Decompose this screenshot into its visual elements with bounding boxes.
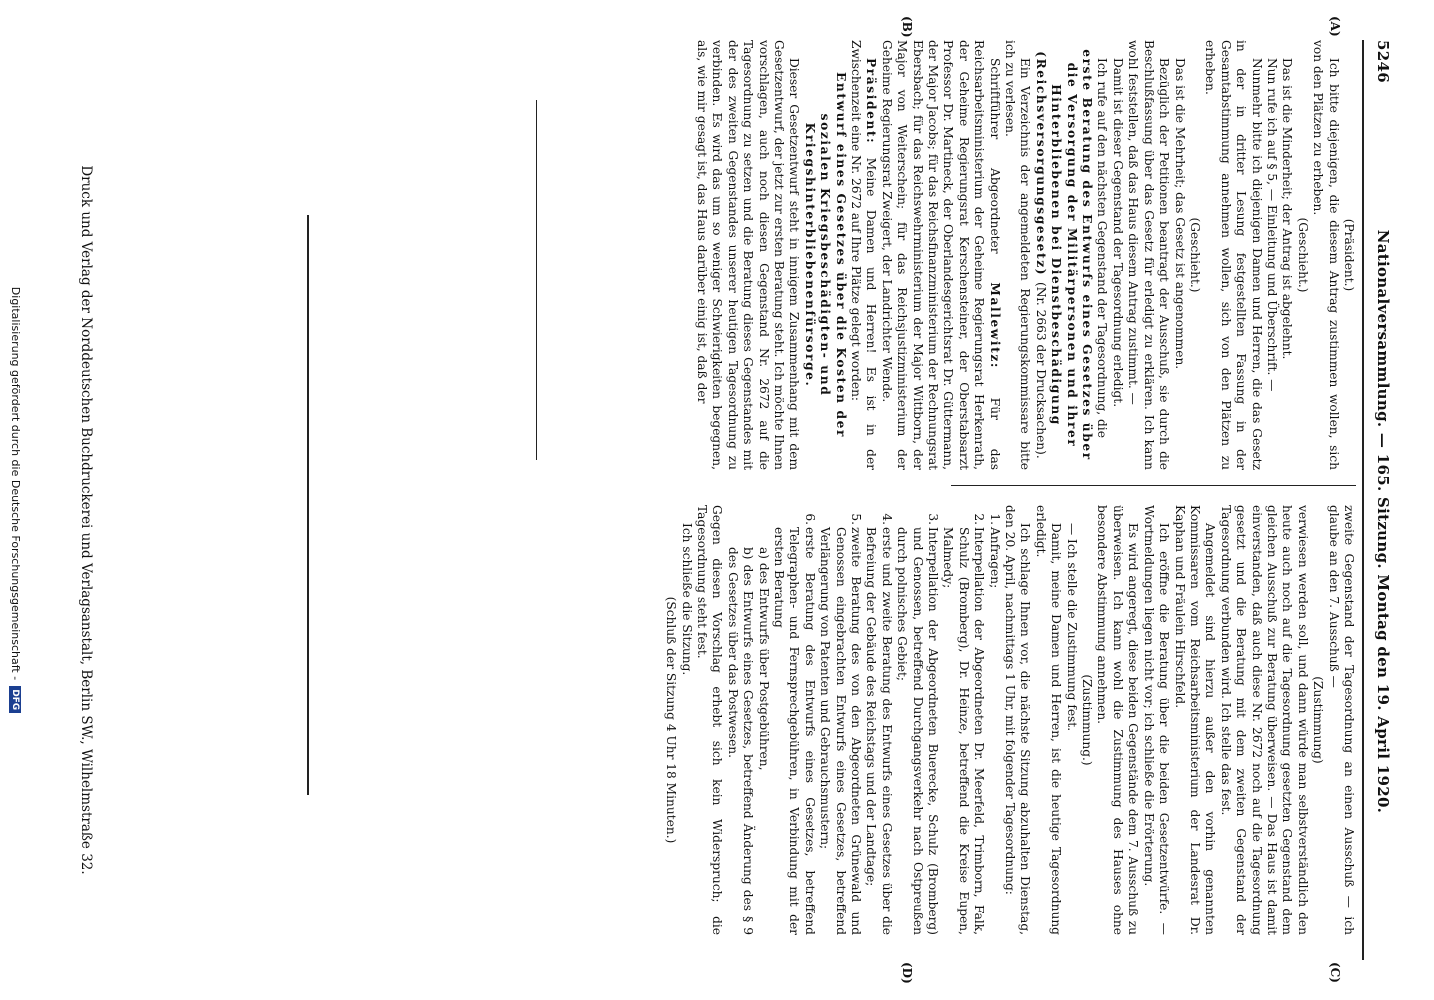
agenda-item-number: 1. xyxy=(987,513,1002,525)
reaction: (Zustimmung) xyxy=(1311,676,1326,764)
closing-note: (Schluß der Sitzung 4 Uhr 18 Minuten.) xyxy=(664,596,679,844)
agenda-item xyxy=(724,513,817,935)
left-column xyxy=(694,40,1356,470)
agenda-sublist xyxy=(724,527,770,935)
paragraph: Es wird angeregt, diese beiden Gegenstände dem 7. Ausschuß zu überweisen. Ich kann wohl die Zustimmung des Hauses ohne besondere Abstimmung annehmen. xyxy=(1095,505,1141,935)
secretary-name: Mallewitz: xyxy=(987,282,1002,369)
secretary-intro: Schriftführer Abgeordneter xyxy=(987,58,1002,254)
secretary-paragraph xyxy=(878,40,1001,470)
agenda-item-number: 5. xyxy=(849,513,863,525)
agenda-heading xyxy=(1032,40,1094,470)
paragraph: Ich schlage Ihnen vor, die nächste Sitzung abzuhalten Dienstag, den 20. April, nachmittags 1 Uhr, mit folgender Tagesordnung: xyxy=(1003,505,1033,935)
paragraph: Das ist die Minderheit; der Antrag ist abgelehnt. xyxy=(1280,58,1295,360)
bill-heading: Entwurf eines Gesetzes über die Kosten der sozialen Kriegsbeschädigten- und Kriegshinterbliebenenfürsorge. xyxy=(802,72,848,438)
agenda-item-text: Interpellation der Abgeordneten Buerecke, Schulz (Bromberg) und Genossen, betreffend Durchgangsverkehr nach Ostpreußen durch polnisches Gebiet; xyxy=(895,527,941,935)
header-rule xyxy=(1362,40,1364,960)
paragraph: Damit ist dieser Gegenstand der Tagesordnung erledigt. xyxy=(1110,58,1125,408)
margin-marker-b: (B) xyxy=(900,16,914,38)
agenda-item xyxy=(986,513,1002,935)
speaker-label: (Präsident.) xyxy=(1342,218,1356,292)
digitization-credit xyxy=(9,0,22,1000)
paragraph: Gegen diesen Vorschlag erhebt sich kein Widerspruch; die Tagesordnung steht fest. xyxy=(694,505,725,935)
paragraph: Ich schließe die Sitzung. xyxy=(679,523,694,676)
column-divider xyxy=(951,485,1356,486)
agenda-subitem: a) des Entwurfs über Postgebühren, xyxy=(756,547,771,771)
right-column xyxy=(663,505,1356,935)
page-title: Nationalversammlung. — 165. Sitzung. Montag den 19. April 1920. xyxy=(1374,229,1392,814)
agenda-item xyxy=(940,513,987,935)
paragraph: Dieser Gesetzentwurf steht in innigem Zusammenhang mit dem Gesetzentwurf, der jetzt zur ersten Beratung steht. Ich möchte Ihnen vorschlagen, auch noch diesen Gegenstand Nr. 2672 auf die Tagesordnung zu setzen und die Beratung dieses Gegenstandes mit der des zweiten Gegenstandes unserer heutigen Tagesordnung zu verbinden. Es wird das um so weniger Schwierigkeiten begegnen, als, wie mir gesagt ist, das Haus darüber einig ist, daß der xyxy=(694,40,802,470)
paragraph: Bezüglich der Petitionen beantragt der Ausschuß, sie durch die Beschlußfassung über das Gesetz für erledigt zu erklären. Ich kann wohl feststellen, daß das Haus diesem Antrag zustimmt. — xyxy=(1126,40,1172,470)
reaction: (Geschieht.) xyxy=(1295,217,1310,293)
paragraph: — Ich stelle die Zustimmung fest. xyxy=(1064,523,1079,732)
margin-marker-d: (D) xyxy=(900,962,914,984)
agenda-item-number: 6. xyxy=(802,513,817,525)
paragraph: Damit, meine Damen und Herren, ist die heutige Tagesordnung erledigt. xyxy=(1033,505,1064,935)
agenda-item-number: 4. xyxy=(879,513,894,525)
agenda-item-number: 3. xyxy=(926,513,941,525)
paragraph: Das ist die Mehrheit; das Gesetz ist angenommen. xyxy=(1172,58,1187,370)
agenda-item-number: 2. xyxy=(972,513,987,525)
agenda-item xyxy=(894,513,941,935)
agenda-item-text: zweite Beratung des von den Abgeordneten Grünewald und Genossen eingebrachten Entwurfs eines Gesetzes, betreffend Verlängerung von Patenten und Gebrauchsmustern; xyxy=(818,527,863,935)
reaction: (Zustimmung.) xyxy=(1080,674,1095,766)
agenda-item-text: erste und zweite Beratung des Entwurfs eines Gesetzes über die Befreiung der Gebäude des Reichstags und der Landtage; xyxy=(864,527,894,935)
paragraph: Angemeldet sind hierzu außer den vorhin genannten Kommissaren vom Reichsarbeitsministerium der Landesrat Dr. Kaphan und Fräulein Hirschfeld. xyxy=(1172,505,1218,935)
agenda-item xyxy=(863,513,894,935)
paragraph: Nunmehr bitte ich diejenigen Damen und Herren, die das Gesetz in der in dritter Lesung festgestellten Fassung in der Gesamtabstimmung annehmen wollen, sich von den Plätzen zu erheben. xyxy=(1203,40,1264,470)
page-header xyxy=(1368,40,1398,960)
agenda-subitem: b) des Entwurfs eines Gesetzes, betreffend Änderung des § 9 des Gesetzes über das Postwesen. xyxy=(725,547,756,935)
printer-imprint: Druck und Verlag der Norddeutschen Buchdruckerei und Verlagsanstalt, Berlin SW., Wilhelmstraße 32. xyxy=(78,165,94,875)
paragraph: Ein Verzeichnis der angemeldeten Regierungskommissare bitte ich zu verlesen. xyxy=(1003,40,1033,470)
margin-marker-a: (A) xyxy=(1328,16,1342,37)
paragraph: Ich bitte diejenigen, die diesem Antrag zustimmen wollen, sich von den Plätzen zu erheben. xyxy=(1311,40,1341,470)
president-label: Präsident: xyxy=(864,58,879,145)
agenda-item-text: erste Beratung des Entwurfs eines Gesetzes, betreffend Telegraphen- und Fernsprechgebühren, in Verbindung mit der ersten Beratung xyxy=(771,527,817,935)
agenda-item-text: Anfragen; xyxy=(987,527,1002,589)
paragraph: Ich rufe auf den nächsten Gegenstand der Tagesordnung, die xyxy=(1095,58,1110,438)
president-text: Meine Damen und Herren! Es ist in der Zwischenzeit eine Nr. 2672 auf Ihre Plätze gelegt worden: xyxy=(849,40,879,471)
dfg-logo: DFG xyxy=(10,686,22,713)
secretary-text: Für das Reichsarbeitsministerium der Geheime Regierungsrat Herkenrath, der Geheime Regierungsrat Kerschensteiner, der Oberstabsarzt Professor Dr. Martineck, der Oberlandesgerichtsrat Dr. Güttermann, der Major Jacobs; für das Reichsfinanzministerium der Rechnungsrat Ebersbach; für das Reichswehrministerium der Major Wittborn, der Major von Weiterschein; für das Reichsjustizministerium der Geheime Regierungsrat Zweigert, der Landrichter Wende. xyxy=(879,40,1002,471)
paragraph: Ich eröffne die Beratung über die beiden Gesetzentwürfe. — Wortmeldungen liegen nicht vor; ich schließe die Erörterung. xyxy=(1141,505,1172,935)
agenda-item-text: Interpellation der Abgeordneten Dr. Meerfeld, Trimborn, Falk, Schulz (Bromberg), Dr. Heinze, betreffend die Kreise Eupen, Malmedy; xyxy=(941,527,987,935)
paragraph: zweite Gegenstand der Tagesordnung an einen Ausschuß — ich glaube an den 7. Ausschuß — xyxy=(1326,505,1356,935)
margin-marker-c: (C) xyxy=(1328,962,1342,983)
agenda-heading-text: erste Beratung des Entwurfs eines Gesetzes über die Versorgung der Militärpersonen und ihrer Hinterbliebenen bei Dienstbeschädigung (Reichsversorgungsgesetz) xyxy=(1033,49,1095,461)
agenda-heading-tail: (Nr. 2663 der Drucksachen). xyxy=(1033,281,1048,459)
paragraph: verwiesen werden soll, und dann würde man selbstverständlich den heute auch noch auf die Tagesordnung gesetzten Gegenstand dem gleichen Ausschuß zur Beratung überweisen. — Das Haus ist damit einverstanden, daß auch diese Nr. 2672 noch auf die Tagesordnung gesetzt und die Beratung mit dem zweiten Gegenstand der Tagesordnung verbunden wird. Ich stelle das fest. xyxy=(1218,505,1310,935)
agenda-list xyxy=(724,505,1001,935)
page-number: 5246 xyxy=(1374,40,1392,83)
agenda-item xyxy=(817,513,863,935)
closing-rule xyxy=(307,215,309,795)
paragraph: Nun rufe ich auf § 5, — Einleitung und Überschrift. — xyxy=(1264,58,1279,392)
section-rule xyxy=(536,100,537,460)
president-paragraph xyxy=(848,40,879,470)
reaction: (Geschieht.) xyxy=(1187,217,1202,293)
digitization-note: Digitalisierung gefördert durch die Deutsche Forschungsgemeinschaft - xyxy=(9,286,22,681)
